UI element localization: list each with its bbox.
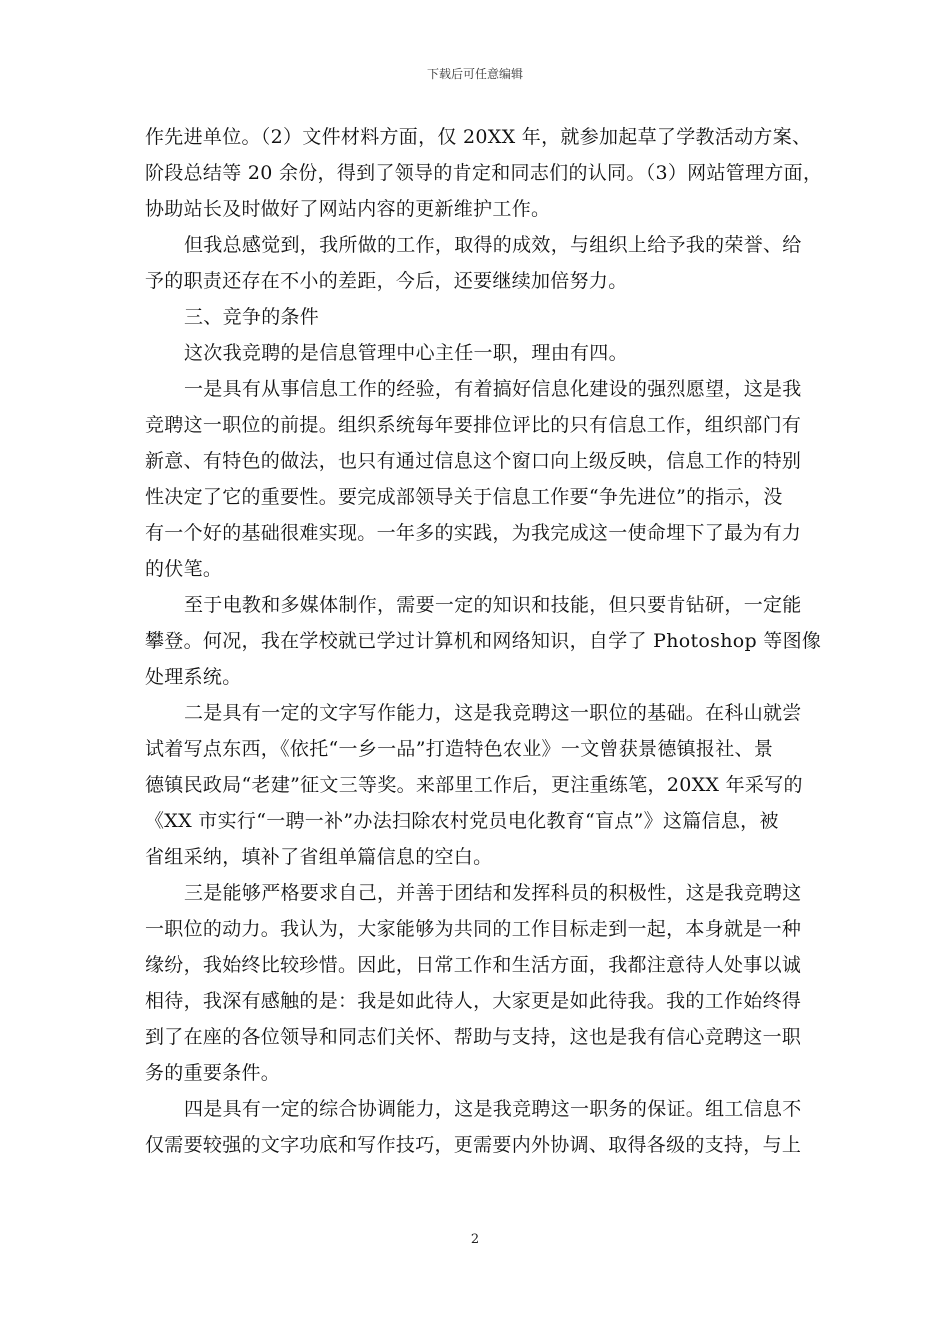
- text-line: 到了在座的各位领导和同志们关怀、帮助与支持，这也是我有信心竞聘这一职: [145, 1026, 802, 1048]
- text-line: 有一个好的基础很难实现。一年多的实践，为我完成这一使命埋下了最为有力: [145, 522, 802, 544]
- text-line: 阶段总结等 20 余份，得到了领导的肯定和同志们的认同。（3）网站管理方面，: [145, 162, 823, 184]
- text-line: 性决定了它的重要性。要完成部领导关于信息工作要“争先进位”的指示，没: [145, 486, 783, 508]
- text-line: 但我总感觉到，我所做的工作，取得的成效，与组织上给予我的荣誉、给: [184, 234, 802, 256]
- text-line: 务的重要条件。: [145, 1062, 281, 1084]
- text-line: 竞聘这一职位的前提。组织系统每年要排位评比的只有信息工作，组织部门有: [145, 414, 802, 436]
- text-line: 处理系统。: [145, 666, 242, 688]
- text-line: 作先进单位。（2）文件材料方面，仅 20XX 年，就参加起草了学教活动方案、: [145, 126, 812, 148]
- text-line: 试着写点东西，《依托“一乡一品”打造特色农业》一文曾获景德镇报社、景: [145, 738, 774, 760]
- text-line: 仅需要较强的文字功底和写作技巧，更需要内外协调、取得各级的支持，与上: [145, 1134, 802, 1156]
- text-line: 新意、有特色的做法，也只有通过信息这个窗口向上级反映，信息工作的特别: [145, 450, 802, 472]
- text-line: 这次我竞聘的是信息管理中心主任一职，理由有四。: [184, 342, 628, 364]
- text-line: 协助站长及时做好了网站内容的更新维护工作。: [145, 198, 551, 220]
- text-line: 四是具有一定的综合协调能力，这是我竞聘这一职务的保证。组工信息不: [184, 1098, 802, 1120]
- text-line: 的伏笔。: [145, 558, 223, 580]
- text-line: 予的职责还存在不小的差距，今后，还要继续加倍努力。: [145, 270, 628, 292]
- text-line: 二是具有一定的文字写作能力，这是我竞聘这一职位的基础。在科山就尝: [184, 702, 802, 724]
- text-line: 德镇民政局“老建”征文三等奖。来部里工作后，更注重练笔，20XX 年采写的: [145, 774, 803, 796]
- text-line: 缘纷，我始终比较珍惜。因此，日常工作和生活方面，我都注意待人处事以诚: [145, 954, 802, 976]
- section-heading: 三、竞争的条件: [184, 306, 320, 328]
- text-line: 省组采纳，填补了省组单篇信息的空白。: [145, 846, 493, 868]
- text-line: 一职位的动力。我认为，大家能够为共同的工作目标走到一起，本身就是一种: [145, 918, 802, 940]
- document-body: [145, 119, 823, 1163]
- text-line: 《XX 市实行“一聘一补”办法扫除农村党员电化教育“盲点”》这篇信息，被: [145, 810, 779, 832]
- text-line: 攀登。何况，我在学校就已学过计算机和网络知识，自学了 Photoshop 等图像: [145, 630, 822, 652]
- text-line: 相待，我深有感触的是：我是如此待人，大家更是如此待我。我的工作始终得: [145, 990, 802, 1012]
- text-line: 至于电教和多媒体制作，需要一定的知识和技能，但只要肯钻研，一定能: [184, 594, 802, 616]
- text-line: 一是具有从事信息工作的经验，有着搞好信息化建设的强烈愿望，这是我: [184, 378, 802, 400]
- text-line: 三是能够严格要求自己，并善于团结和发挥科员的积极性，这是我竞聘这: [184, 882, 802, 904]
- page-number: 2: [470, 1232, 480, 1247]
- page-header: 下载后可任意编辑: [426, 67, 523, 81]
